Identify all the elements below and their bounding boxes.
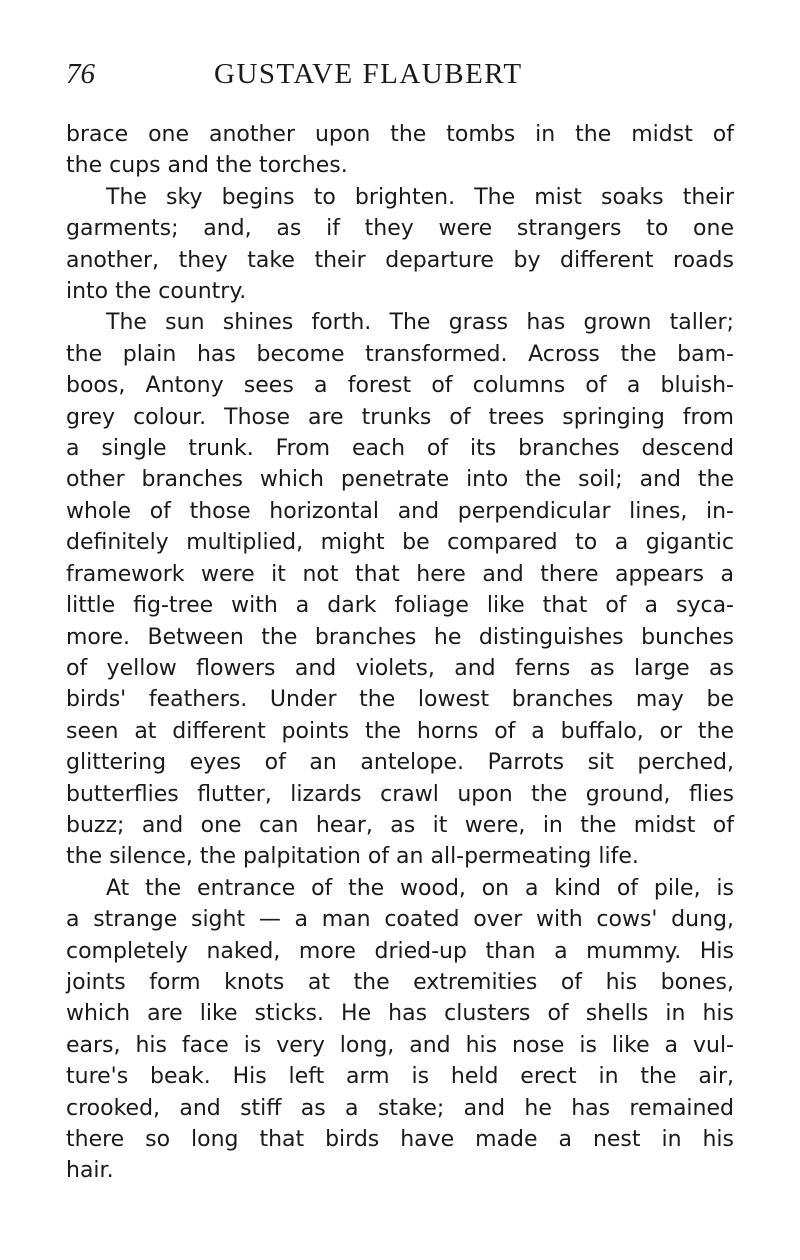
text-line: of yellow flowers and violets, and ferns as large as — [66, 655, 734, 681]
text-line: the plain has become transformed. Across the bam- — [66, 341, 734, 367]
text-line: little fig-tree with a dark foliage like that of a syca- — [66, 593, 734, 619]
text-line: into the country. — [66, 279, 247, 305]
text-line: more. Between the branches he distinguishes bunches — [66, 624, 734, 650]
text-line: which are like sticks. He has clusters of shells in his — [66, 1001, 734, 1027]
text-line: a single trunk. From each of its branches descend — [66, 436, 734, 462]
text-line: The sky begins to brighten. The mist soaks their — [106, 184, 734, 210]
text-line: birds' feathers. Under the lowest branches may be — [66, 687, 734, 713]
book-page — [66, 54, 734, 1187]
text-line: the silence, the palpitation of an all-permeating life. — [66, 844, 639, 870]
page-header — [66, 54, 734, 98]
text-line: butterflies flutter, lizards crawl upon the ground, flies — [66, 781, 734, 807]
text-line: ture's beak. His left arm is held erect in the air, — [66, 1064, 734, 1090]
page-number: 76 — [66, 58, 95, 90]
paragraph — [66, 182, 734, 308]
text-line: definitely multiplied, might be compared to a gigantic — [66, 530, 734, 556]
text-line: boos, Antony sees a forest of columns of a bluish- — [66, 373, 734, 399]
body-text — [66, 119, 734, 1187]
paragraph — [66, 873, 734, 1187]
text-line: there so long that birds have made a nest in his — [66, 1127, 734, 1152]
text-line: another, they take their departure by different roads — [66, 247, 734, 273]
text-line: brace one another upon the tombs in the midst of — [66, 122, 734, 147]
text-line: buzz; and one can hear, as it were, in the midst of — [66, 812, 734, 838]
text-line: the cups and the torches. — [66, 153, 348, 179]
text-line: At the entrance of the wood, on a kind of pile, is — [106, 875, 734, 901]
text-line: grey colour. Those are trunks of trees springing from — [66, 404, 734, 430]
text-line: hair. — [66, 1158, 114, 1184]
text-line: crooked, and stiff as a stake; and he has remained — [66, 1095, 734, 1121]
text-line: completely naked, more dried-up than a mummy. His — [66, 938, 734, 964]
text-line: joints form knots at the extremities of his bones, — [66, 969, 734, 995]
text-line: The sun shines forth. The grass has grown taller; — [106, 310, 734, 336]
text-line: a strange sight — a man coated over with cows' dung, — [66, 907, 734, 933]
text-line: glittering eyes of an antelope. Parrots sit perched, — [66, 750, 734, 776]
text-line: seen at different points the horns of a buffalo, or the — [66, 718, 734, 744]
paragraph — [66, 307, 734, 872]
text-line: other branches which penetrate into the soil; and the — [66, 467, 734, 493]
text-line: whole of those horizontal and perpendicular lines, in- — [66, 498, 734, 524]
running-head: GUSTAVE FLAUBERT — [214, 58, 523, 90]
paragraph — [66, 119, 734, 182]
text-line: garments; and, as if they were strangers to one — [66, 216, 734, 242]
text-line: ears, his face is very long, and his nose is like a vul- — [66, 1032, 734, 1058]
text-line: framework were it not that here and there appears a — [66, 561, 734, 587]
